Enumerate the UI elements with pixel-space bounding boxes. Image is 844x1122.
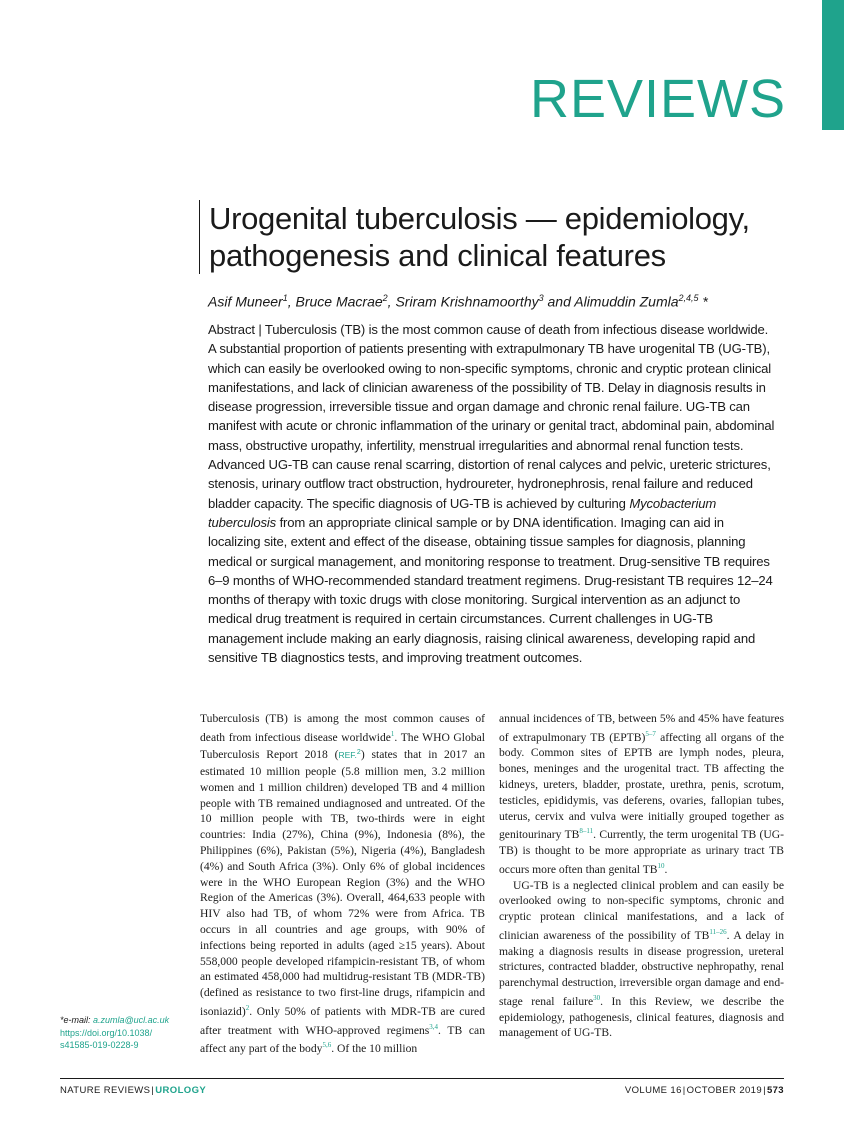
author-affiliation: 3 xyxy=(538,293,544,303)
issue-date: OCTOBER 2019 xyxy=(686,1085,763,1096)
email-line xyxy=(60,1014,195,1027)
body-column-right xyxy=(499,711,784,1041)
doi-link[interactable]: https://doi.org/10.1038/ s41585-019-0228-9 xyxy=(60,1027,153,1050)
body-paragraph: Tuberculosis (TB) is among the most common causes of death from infectious disease worldwide$^1$. The WHO Global Tuberculosis Report 2018 (REF.$^2$) states that in 2017 an estimated 10 million people (5.8 million men, 3.2 million women and 1 million children) developed TB and 4 million people with TB remained undiagnosed and untreated. Of the 10 million people with TB, two-thirds were in eight countries: India (27%), China (9%), Indonesia (8%), the Philippines (6%), Pakistan (5%), Nigeria (4%), Bangladesh (4%) and South Africa (3%). Only 6% of global incidences were in the WHO European Region (3%) and the WHO Region of the Americas (3%). Overall, 464,633 people with HIV also had TB, of whom 72% were from Africa. TB occurs in all countries and age groups, with 90% of infections being reported in adults (aged ≥15 years). About 558,000 people developed rifampicin-resistant TB, of whom an estimated 458,000 had multidrug-resistant TB (MDR-TB) (defined as resistance to two first-line drugs, rifampicin and isoniazid)$^2$. Only 50% of patients with MDR-TB are cured after treatment with WHO-approved regimens$^{3,4}$. TB can affect any part of the body$^{5,6}$. Of the 10 million xyxy=(200,712,485,1056)
reference-link[interactable]: 3,4 xyxy=(429,1022,439,1031)
author-affiliation: 2,4,5 xyxy=(678,293,699,303)
reference-link[interactable]: 2 xyxy=(245,1004,250,1013)
title-line-1: Urogenital tuberculosis — epidemiology, xyxy=(209,201,750,236)
body-column-left xyxy=(200,711,485,1057)
reference-link[interactable]: 5,6 xyxy=(322,1041,332,1050)
reference-link[interactable]: 11–26 xyxy=(709,927,727,936)
author-name[interactable]: Sriram Krishnamoorthy xyxy=(395,293,539,310)
reference-link[interactable]: 10 xyxy=(657,861,665,870)
page-number: 573 xyxy=(766,1085,784,1096)
email-label: *e-mail: xyxy=(60,1015,94,1025)
abstract-italic: Mycobacterium tuberculosis xyxy=(208,495,717,530)
reference-link[interactable]: 1 xyxy=(390,729,395,738)
abstract-text: Tuberculosis (TB) is the most common cause of death from infectious disease worldwide. A substantial proportion of patients presenting with extrapulmonary TB have urogenital TB (UG-TB), which can easily be overlooked owing to non-specific symptoms, chronic and cryptic protean clinical manifestations, and lack of clinician awareness of the possibility of TB. Delay in diagnosis results in disease progression, irreversible tissue and organ damage and chronic renal failure. UG-TB can manifest with acute or chronic inflammation of the urinary or genital tract, abdominal pain, abdominal mass, obstructive uropathy, infertility, menstrual irregularities and abnormal renal function tests. Advanced UG-TB can cause renal scarring, distortion of renal calyces and pelvic, ureteric strictures, stenosis, urinary outflow tract obstruction, hydroureter, hydronephrosis, renal failure and reduced bladder capacity. The specific diagnosis of UG-TB is achieved by culturing xyxy=(208,322,775,511)
title-line-2: pathogenesis and clinical features xyxy=(209,238,666,273)
author-affiliation: 1 xyxy=(282,293,288,303)
author-list: Asif Muneer$^1$, Bruce Macrae$^2$, Sriram Krishnamoorthy$^3$ and Alimuddin Zumla$^{2,4,5}$ * xyxy=(208,293,708,310)
abstract-label: Abstract xyxy=(208,322,255,337)
body-paragraph: UG-TB is a neglected clinical problem and can easily be overlooked owing to non-specific symptoms, chronic and cryptic protean clinical manifestations, and a lack of clinician awareness of the possibility of TB$^{11-26}$. A delay in making a diagnosis results in disease progression, ureteral strictures, contracted bladder, obstructive nephropathy, renal parenchymal destruction, irreversible organ damage and end-stage renal failure$^{30}$. In this Review, we describe the epidemiology, pathogenesis, clinical features, diagnosis and management of UG-TB. xyxy=(499,878,784,1040)
section-tab-bar xyxy=(822,0,844,130)
section-label: REVIEWS xyxy=(529,69,786,129)
reference-link[interactable]: REF.$^2$ xyxy=(338,749,361,761)
author-name[interactable]: Alimuddin Zumla xyxy=(574,293,679,310)
journal-subject: UROLOGY xyxy=(155,1085,207,1096)
side-notes xyxy=(60,1014,195,1052)
body-paragraph: annual incidences of TB, between 5% and 45% have features of extrapulmonary TB (EPTB)$^{5-7}$ affecting all organs of the body. Common sites of EPTB are lymph nodes, pleura, bones, meninges and the urogenital tract. TB affecting the kidneys, ureters, bladder, prostate, urethra, penis, scrotum, testicles, epididymis, vas deferens, ovaries, fallopian tubes, uterus, cervix and vulva were initially grouped together as genitourinary TB$^{8-11}$. Currently, the term urogenital TB (UG-TB) is thought to be more appropriate as urinary tract TB occurs more often than genital TB$^{10}$. xyxy=(499,712,784,876)
footer-volume-info: VOLUME 16|OCTOBER 2019|573 xyxy=(624,1085,784,1096)
article-title xyxy=(209,200,799,274)
author-affiliation: 2 xyxy=(382,293,388,303)
abstract-text: from an appropriate clinical sample or by DNA identification. Imaging can aid in localizing site, extent and effect of the disease, obtaining tissue samples for diagnosis, planning medical or surgical management, and monitoring response to treatment. Drug-sensitive TB requires 6–9 months of WHO-recommended standard treatment regimens. Drug-resistant TB requires 12–24 months of therapy with toxic drugs with close monitoring. Surgical intervention as an adjunct to medical drug treatment is required in certain circumstances. Current challenges in UG-TB management include making an early diagnosis, raising clinical awareness, developing rapid and sensitive TB diagnostics tests, and improving treatment outcomes. xyxy=(208,514,773,666)
email-link[interactable]: a.zumla@ucl.ac.uk xyxy=(93,1015,170,1025)
author-name[interactable]: Asif Muneer xyxy=(208,293,283,310)
article-title-block xyxy=(199,200,799,274)
footer-journal: NATURE REVIEWS|UROLOGY xyxy=(60,1085,207,1096)
abstract: Abstract | Tuberculosis (TB) is the most common cause of death from infectious disease worldwide. A substantial proportion of patients presenting with extrapulmonary TB have urogenital TB (UG-TB), which can easily be overlooked owing to non-specific symptoms, chronic and cryptic protean clinical manifestations, and lack of clinician awareness of the possibility of TB. Delay in diagnosis results in disease progression, irreversible tissue and organ damage and chronic renal failure. UG-TB can manifest with acute or chronic inflammation of the urinary or genital tract, abdominal pain, abdominal mass, obstructive uropathy, infertility, menstrual irregularities and abnormal renal function tests. Advanced UG-TB can cause renal scarring, distortion of renal calyces and pelvic, ureteric strictures, stenosis, urinary outflow tract obstruction, hydroureter, hydronephrosis, renal failure and reduced bladder capacity. The specific diagnosis of UG-TB is achieved by culturing Mycobacterium tuberculosis from an appropriate clinical sample or by DNA identification. Imaging can aid in localizing site, extent and effect of the disease, obtaining tissue samples for diagnosis, planning medical or surgical management, and monitoring response to treatment. Drug-sensitive TB requires 6–9 months of WHO-recommended standard treatment regimens. Drug-resistant TB requires 12–24 months of therapy with toxic drugs with close monitoring. Surgical intervention as an adjunct to medical drug treatment is required in certain circumstances. Current challenges in UG-TB management include making an early diagnosis, raising clinical awareness, developing rapid and sensitive TB diagnostics tests, and improving treatment outcomes. xyxy=(208,322,775,666)
reference-link[interactable]: 8–11 xyxy=(579,827,594,836)
reference-link[interactable]: 5–7 xyxy=(645,729,656,738)
author-name[interactable]: Bruce Macrae xyxy=(295,293,383,310)
footer-divider xyxy=(60,1078,784,1079)
volume: VOLUME 16 xyxy=(624,1085,682,1096)
reference-link[interactable]: 30 xyxy=(593,993,601,1002)
journal-name: NATURE REVIEWS xyxy=(60,1085,151,1096)
